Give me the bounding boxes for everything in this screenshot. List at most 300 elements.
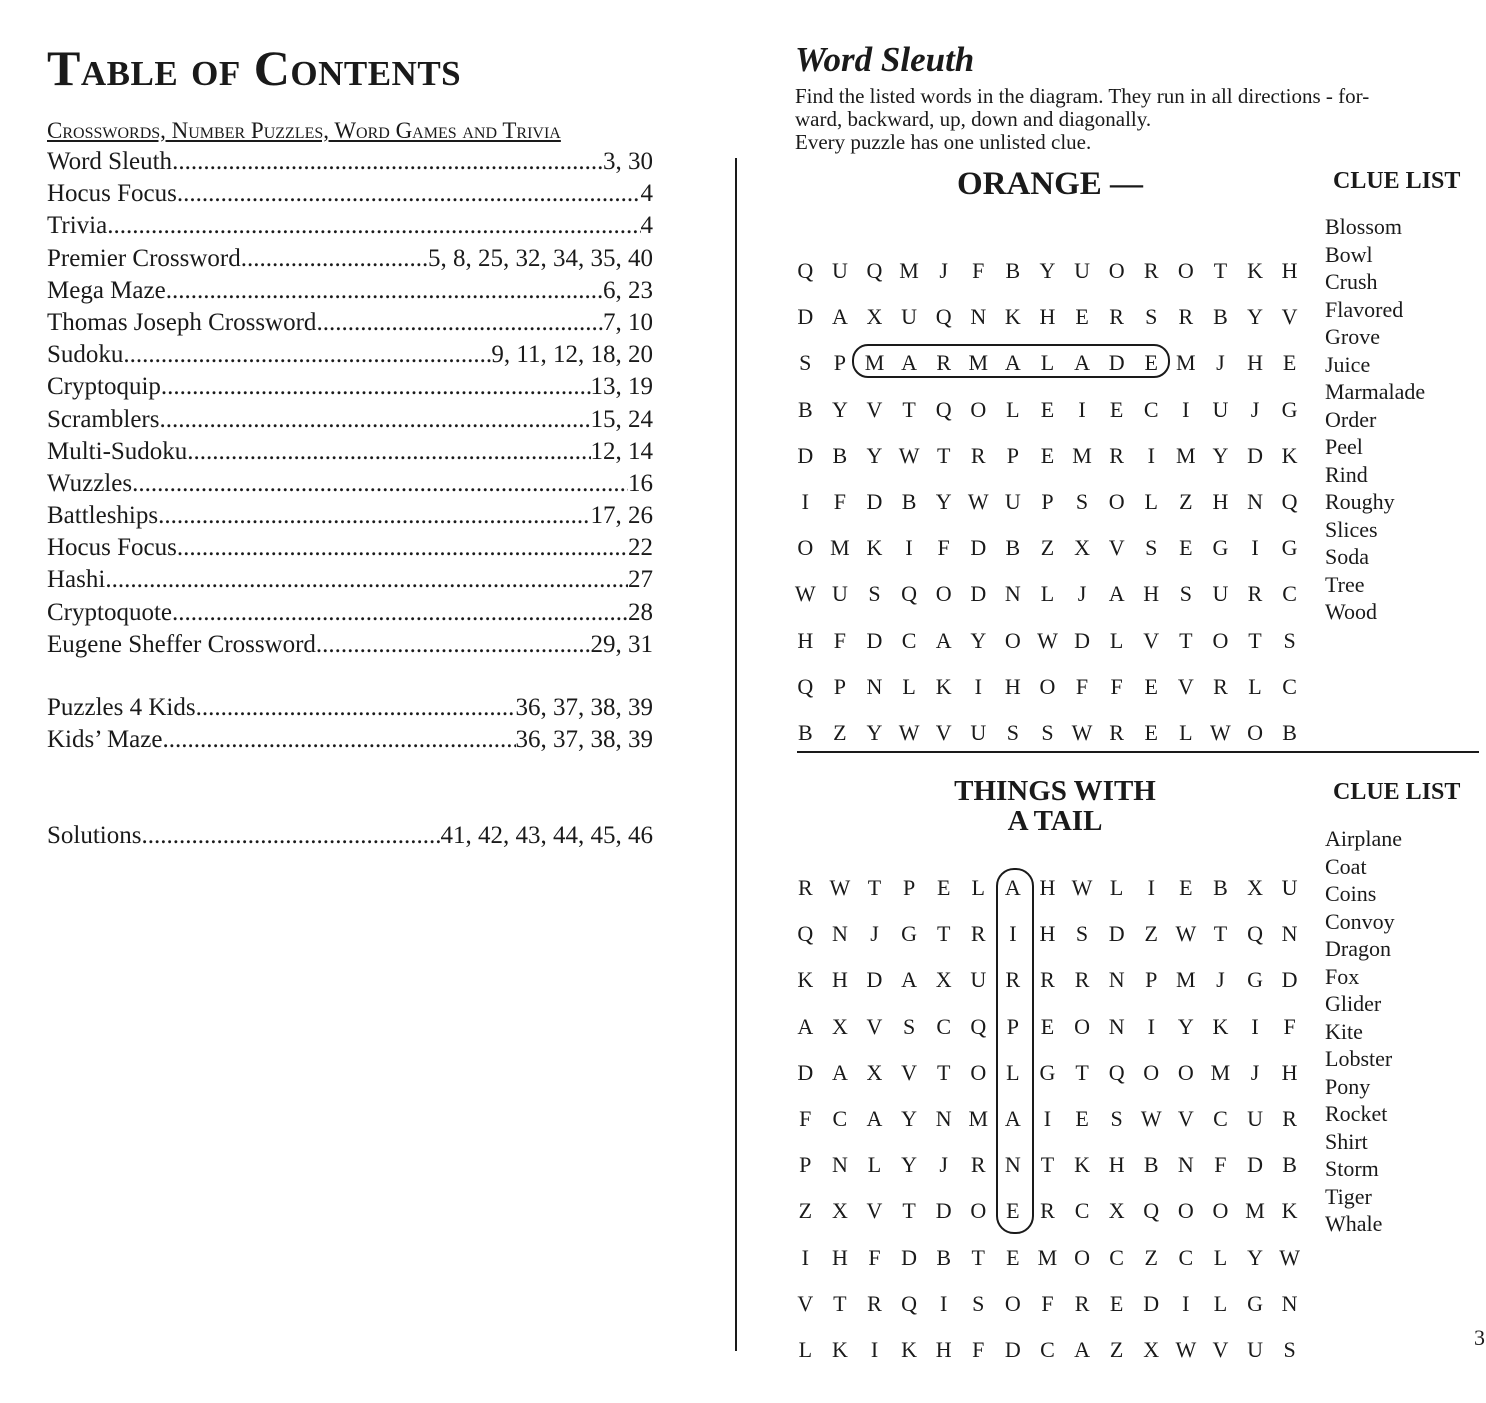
clue-word: Rind [1325,461,1368,487]
grid-letter: D [1281,967,1298,993]
grid-letter: F [972,1336,985,1362]
grid-letter: N [1004,581,1021,607]
grid-letter: L [1109,875,1124,901]
grid-letter: M [864,350,885,376]
grid-letter: H [1039,304,1056,330]
grid-letter: M [1037,1244,1058,1270]
grid-letter: K [901,1336,918,1362]
grid-letter: T [902,1198,916,1224]
grid-letter: Y [970,627,987,653]
clue-word: Whale [1325,1211,1383,1236]
grid-letter: O [1247,719,1263,745]
grid-letter: X [866,304,883,330]
grid-letter: K [797,967,814,993]
dot-leader [158,502,590,530]
grid-letter: O [1074,1013,1090,1039]
dot-leader [316,309,603,337]
toc-entry [47,341,653,373]
grid-letter: P [902,875,916,901]
letter-grid-tail [788,865,1308,1373]
grid-letter: T [936,921,951,947]
grid-letter: Z [1144,1244,1158,1270]
grid-letter: E [1040,442,1055,468]
grid-letter: I [870,1336,879,1362]
grid-letter: Z [1144,921,1158,947]
grid-letter: M [830,535,850,561]
grid-letter: U [1004,489,1021,515]
toc-entry-name: Cryptoquote [47,598,172,626]
grid-letter: X [1247,875,1263,901]
grid-letter: Y [866,442,883,468]
grid-letter: Y [901,1106,918,1132]
grid-letter: A [1074,350,1090,376]
grid-letter: D [935,1198,952,1224]
dot-leader [166,277,603,305]
grid-letter: U [901,304,918,330]
grid-letter: N [831,921,848,947]
toc-entry [47,822,653,854]
clue-list-heading: CLUE LIST [1333,168,1461,194]
grid-letter: B [1005,535,1021,561]
grid-letter: Y [1212,442,1229,468]
grid-letter: R [1109,442,1124,468]
grid-letter: Q [935,396,952,422]
grid-letter: W [1071,875,1093,901]
grid-row [788,1235,1308,1281]
grid-row [788,1050,1308,1096]
grid-letter: K [1281,442,1298,468]
clue-word: Soda [1325,544,1369,569]
grid-letter: I [1251,1013,1259,1039]
grid-letter: F [833,489,847,515]
grid-letter: M [899,258,919,284]
grid-letter: Z [1040,535,1055,561]
toc-entry [47,438,653,470]
grid-letter: R [1074,967,1090,993]
grid-letter: H [831,1244,848,1270]
grid-letter: X [935,967,952,993]
grid-letter: J [939,1152,948,1178]
grid-letter: C [1178,1244,1194,1270]
grid-letter: S [1283,627,1296,653]
answer-circle-airplane [996,868,1034,1234]
title-line: A TAIL [1007,805,1103,837]
dot-leader [132,470,628,498]
grid-letter: T [936,1059,951,1085]
grid-letter: I [974,673,982,699]
grid-letter: F [868,1244,881,1270]
grid-letter: Y [1247,1244,1263,1270]
grid-letter: S [1283,1336,1296,1362]
grid-letter: D [866,967,883,993]
grid-letter: A [1074,1336,1090,1362]
grid-letter: O [1177,258,1194,284]
grid-letter: B [1213,875,1228,901]
toc-entry-pages: 27 [628,566,653,594]
toc-entry [47,470,653,502]
grid-letter: R [1109,719,1124,745]
grid-letter: Z [833,719,847,745]
toc-entry-pages: 36, 37, 38, 39 [515,726,653,754]
clue-word: Shirt [1325,1128,1368,1154]
grid-letter: O [1004,1290,1021,1316]
grid-letter: U [1247,1336,1263,1362]
toc-list [47,148,653,855]
clue-word: Rocket [1325,1101,1388,1126]
toc-entry-name: Multi-Sudoku [47,437,188,465]
grid-letter: Q [1143,1198,1160,1224]
grid-letter: S [1179,581,1192,607]
grid-letter: Y [1177,1013,1194,1039]
grid-letter: K [1212,1013,1229,1039]
grid-letter: O [970,1198,987,1224]
grid-letter: B [797,719,813,745]
grid-letter: U [1212,581,1229,607]
grid-letter: O [1004,627,1021,653]
toc-entry-name: Hashi [47,566,106,594]
grid-letter: D [1143,1290,1160,1316]
clue-word: Slices [1325,516,1378,542]
grid-letter: C [1109,1244,1124,1270]
grid-letter: A [1004,350,1021,376]
grid-letter: A [1004,875,1021,901]
grid-letter: W [967,489,989,515]
clue-word: Blossom [1325,214,1403,239]
grid-row [788,865,1308,911]
grid-letter: E [1040,1013,1055,1039]
grid-letter: A [1108,581,1125,607]
grid-letter: N [970,304,987,330]
grid-letter: P [833,673,847,699]
grid-row [788,387,1308,433]
grid-letter: O [935,581,952,607]
grid-letter: G [1281,396,1298,422]
grid-row [788,1281,1308,1327]
grid-letter: R [1074,1290,1090,1316]
grid-letter: A [831,304,848,330]
grid-letter: D [866,489,883,515]
toc-entry [47,212,653,244]
grid-letter: R [936,350,952,376]
grid-letter: L [1040,350,1055,376]
clue-word: Crush [1325,269,1378,294]
grid-letter: D [1108,921,1125,947]
toc-entry-name: Word Sleuth [47,148,173,175]
grid-letter: Y [1247,304,1263,330]
toc-entry [47,694,653,726]
grid-letter: S [1145,535,1158,561]
grid-letter: H [1143,581,1160,607]
grid-letter: E [1075,1106,1089,1132]
grid-letter: O [1177,1059,1194,1085]
grid-letter: X [1074,535,1090,561]
grid-letter: R [970,1152,986,1178]
grid-letter: Q [1108,1059,1125,1085]
toc-subheading: Crosswords, Number Puzzles, Word Games and Trivia [47,118,561,143]
grid-letter: T [867,875,882,901]
grid-letter: C [1282,581,1297,607]
dot-leader [196,694,516,722]
grid-letter: Q [901,1290,918,1316]
grid-letter: J [1250,1059,1260,1085]
grid-letter: K [1004,304,1021,330]
grid-letter: E [1109,396,1124,422]
grid-row [788,1004,1308,1050]
grid-letter: Z [1109,1336,1124,1362]
grid-letter: O [1074,1244,1090,1270]
grid-letter: Q [1281,489,1298,515]
grid-letter: R [1040,967,1055,993]
clue-list-tail [1325,825,1402,1238]
grid-letter: T [1179,627,1193,653]
toc-entry-name: Premier Crossword [47,244,241,272]
grid-letter: D [866,627,883,653]
grid-letter: I [1147,442,1155,468]
grid-letter: V [797,1290,814,1316]
grid-letter: K [1247,258,1263,284]
grid-letter: S [799,350,812,376]
toc-entry [47,406,653,438]
toc-entry-pages: 3, 30 [603,148,653,175]
toc-entry [47,599,653,631]
grid-letter: O [797,535,814,561]
grid-letter: S [1110,1106,1123,1132]
grid-letter: X [831,1013,848,1039]
grid-letter: D [970,535,987,561]
grid-letter: C [1213,1106,1228,1132]
grid-letter: Q [866,258,883,284]
toc-entry-name: Puzzles 4 Kids [47,694,196,721]
grid-letter: N [1281,921,1298,947]
grid-row [788,1327,1308,1373]
toc-entry-pages: 5, 8, 25, 32, 34, 35, 40 [428,244,653,272]
grid-letter: Y [901,1152,918,1178]
grid-letter: L [867,1152,882,1178]
grid-letter: X [831,1198,848,1224]
grid-letter: I [801,1244,809,1270]
grid-letter: U [1074,258,1090,284]
grid-letter: G [1039,1059,1056,1085]
toc-entry [47,566,653,598]
grid-letter: T [1213,258,1228,284]
clue-word: Kite [1325,1018,1363,1044]
grid-letter: N [1004,1152,1021,1178]
grid-letter: T [1248,627,1262,653]
dot-leader [141,822,440,850]
grid-letter: I [905,535,913,561]
grid-letter: Q [797,921,814,947]
grid-letter: U [831,581,848,607]
grid-row [788,1188,1308,1234]
grid-letter: R [1213,673,1228,699]
grid-letter: F [1041,1290,1054,1316]
grid-letter: W [898,442,920,468]
dot-leader [172,599,628,627]
instruction-line: ward, backward, up, down and diagonally. [795,107,1152,131]
grid-letter: M [1245,1198,1265,1224]
grid-letter: X [1143,1336,1160,1362]
grid-letter: D [1074,627,1090,653]
grid-letter: Q [901,581,918,607]
grid-letter: B [1143,1152,1159,1178]
grid-letter: U [1247,1106,1263,1132]
toc-entry-pages: 4 [640,212,653,240]
grid-letter: I [1147,1013,1155,1039]
grid-letter: O [970,396,987,422]
grid-letter: V [1212,1336,1229,1362]
grid-letter: Z [798,1198,813,1224]
grid-letter: U [970,967,987,993]
grid-letter: E [1282,350,1297,376]
toc-entry-name: Battleships [47,502,159,530]
clue-word: Tiger [1325,1183,1372,1209]
word-sleuth-instructions [795,85,1475,154]
grid-letter: W [1140,1106,1162,1132]
grid-letter: E [1075,304,1089,330]
grid-letter: D [797,304,814,330]
grid-row [788,664,1308,710]
grid-letter: H [1108,1152,1125,1178]
clue-word: Bowl [1325,241,1373,267]
clue-word: Wood [1325,599,1378,624]
clue-word: Order [1325,406,1377,432]
grid-letter: H [1281,1059,1298,1085]
dot-leader [159,406,590,434]
grid-letter: Q [935,304,952,330]
toc-entry-pages: 28 [628,598,653,626]
grid-letter: W [1175,921,1197,947]
toc-entry-pages: 17, 26 [590,502,653,530]
grid-letter: V [1177,673,1194,699]
grid-letter: Z [1179,489,1193,515]
toc-entry-name: Scramblers [47,405,160,433]
grid-letter: N [831,1152,848,1178]
grid-letter: W [1210,719,1231,745]
clue-word: Glider [1325,991,1382,1016]
grid-letter: O [1039,673,1056,699]
grid-letter: H [1004,673,1021,699]
grid-letter: G [901,921,918,947]
toc-entry-name: Eugene Sheffer Crossword [47,630,316,658]
grid-letter: A [831,1059,848,1085]
grid-letter: V [1281,304,1298,330]
grid-letter: S [902,1013,916,1039]
grid-letter: Q [797,673,814,699]
grid-letter: R [1109,304,1124,330]
toc-entry [47,534,653,566]
toc-entry-name: Solutions [47,822,142,850]
grid-letter: W [1037,627,1058,653]
grid-letter: B [832,442,848,468]
toc-entry-pages: 13, 19 [590,373,653,401]
grid-letter: P [1006,1013,1019,1039]
grid-letter: T [902,396,916,422]
grid-letter: M [1176,967,1196,993]
grid-letter: J [1077,581,1087,607]
toc-entry-pages: 36, 37, 38, 39 [515,694,653,721]
grid-row [788,957,1308,1003]
grid-letter: N [866,673,883,699]
grid-letter: I [1182,1290,1190,1316]
toc-entry-name: Trivia [47,212,108,240]
grid-letter: W [1175,1336,1197,1362]
grid-letter: T [971,1244,985,1270]
grid-letter: O [1143,1059,1160,1085]
dot-leader [241,245,428,273]
grid-letter: A [797,1013,814,1039]
grid-letter: Q [970,1013,987,1039]
grid-letter: U [970,719,987,745]
answer-circle-marmalade [852,344,1170,378]
grid-letter: W [1071,719,1093,745]
dot-leader [162,726,515,754]
grid-letter: W [794,581,816,607]
grid-letter: E [1109,1290,1124,1316]
grid-letter: G [1281,535,1298,561]
grid-letter: O [1177,1198,1194,1224]
grid-letter: Y [1039,258,1056,284]
grid-letter: S [1041,719,1054,745]
grid-letter: H [1039,875,1056,901]
grid-row [788,525,1308,571]
grid-letter: J [870,921,879,947]
grid-letter: V [901,1059,918,1085]
grid-letter: K [935,673,952,699]
grid-letter: Q [1247,921,1263,947]
toc-entry-pages: 9, 11, 12, 18, 20 [491,341,653,369]
grid-letter: O [970,1059,987,1085]
grid-letter: I [1043,1106,1052,1132]
grid-letter: R [1178,304,1194,330]
grid-letter: K [831,1336,848,1362]
clue-word: Tree [1325,571,1365,597]
toc-entry [47,373,653,405]
toc-entry-pages: 7, 10 [603,308,653,336]
dot-leader [177,180,641,208]
grid-letter: D [797,1059,814,1085]
dot-leader [105,566,628,594]
grid-letter: J [1250,396,1260,422]
grid-letter: H [1281,258,1298,284]
grid-letter: B [1282,719,1297,745]
grid-letter: T [833,1290,847,1316]
grid-letter: N [1281,1290,1298,1316]
grid-letter: V [1108,535,1125,561]
toc-entry [47,180,653,212]
letter-grid-orange [788,248,1308,756]
grid-letter: T [1213,921,1228,947]
grid-letter: L [902,673,916,699]
grid-letter: S [1075,921,1089,947]
grid-letter: E [1006,1244,1020,1270]
grid-letter: E [1006,1198,1020,1224]
grid-letter: D [1247,1152,1263,1178]
grid-letter: M [968,350,989,376]
grid-letter: W [829,875,851,901]
grid-row [788,433,1308,479]
clue-word: Juice [1325,351,1371,377]
grid-letter: V [1143,627,1160,653]
grid-letter: W [898,719,920,745]
grid-letter: R [1282,1106,1297,1132]
grid-letter: A [901,350,918,376]
grid-letter: E [1040,396,1055,422]
clue-word: Fox [1325,963,1360,989]
clue-word: Marmalade [1325,379,1426,404]
grid-letter: H [1247,350,1263,376]
toc-entry [47,277,653,309]
grid-letter: D [1247,442,1263,468]
